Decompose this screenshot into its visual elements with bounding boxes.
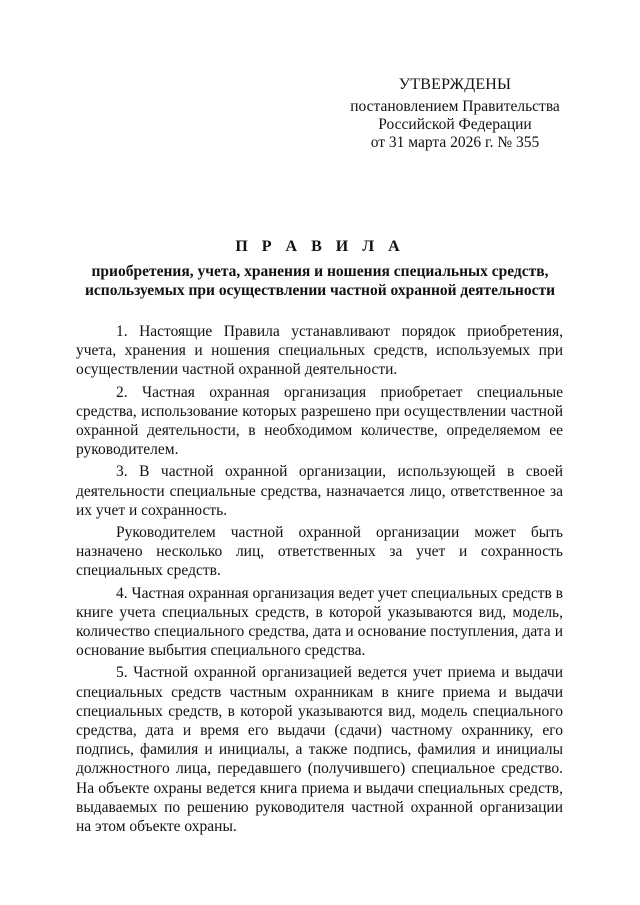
approval-line-1: постановлением Правительства	[350, 98, 560, 115]
paragraph-1: 1. Настоящие Правила устанавливают порядок приобретения, учета, хранения и ношения специальных средств, используемых при осуществлении частной охранной деятельности.	[76, 323, 563, 379]
subtitle-line-2: используемых при осуществлении частной охранной деятельности	[84, 282, 556, 299]
paragraph-3: 3. В частной охранной организации, использующей в своей деятельности специальные средства, назначается лицо, ответственное за их учет и сохранность.	[76, 463, 563, 519]
document-title: П Р А В И Л А	[235, 238, 405, 255]
paragraph-3-continued: Руководителем частной охранной организации может быть назначено несколько лиц, ответственных за учет и сохранность специальных средств.	[76, 524, 563, 580]
approval-line-3: от 31 марта 2026 г. № 355	[370, 134, 540, 151]
paragraph-5: 5. Частной охранной организацией ведется учет приема и выдачи специальных средств частным охранникам в книге приема и выдачи специальных средств, в которой указываются вид, модель специального средства, дата и время его выдачи (сдачи) частному охраннику, его подпись, фамилия и инициалы, а также подпись, фамилия и инициалы должностного лица, передавшего (получившего) специальное средство. На объекте охраны ведется книга приема и выдачи специальных средств, выдаваемых по решению руководителя частной охранной организации на этом объекте охраны.	[76, 664, 563, 836]
document-body	[76, 322, 563, 839]
approval-block	[330, 76, 580, 152]
subtitle-line-1: приобретения, учета, хранения и ношения специальных средств,	[91, 263, 549, 280]
approval-line-2: Российской Федерации	[378, 116, 532, 133]
approval-word: УТВЕРЖДЕНЫ	[398, 76, 512, 93]
paragraph-2: 2. Частная охранная организация приобретает специальные средства, использование которых разрешено при осуществлении частной охранной деятельности, в необходимом количестве, определяемом ее руководителем.	[76, 383, 563, 459]
document-subtitle	[70, 262, 570, 300]
paragraph-4: 4. Частная охранная организация ведет учет специальных средств в книге учета специальных средств, в которой указываются вид, модель, количество специального средства, дата и основание поступления, дата и основание выбытия специального средства.	[76, 584, 563, 660]
